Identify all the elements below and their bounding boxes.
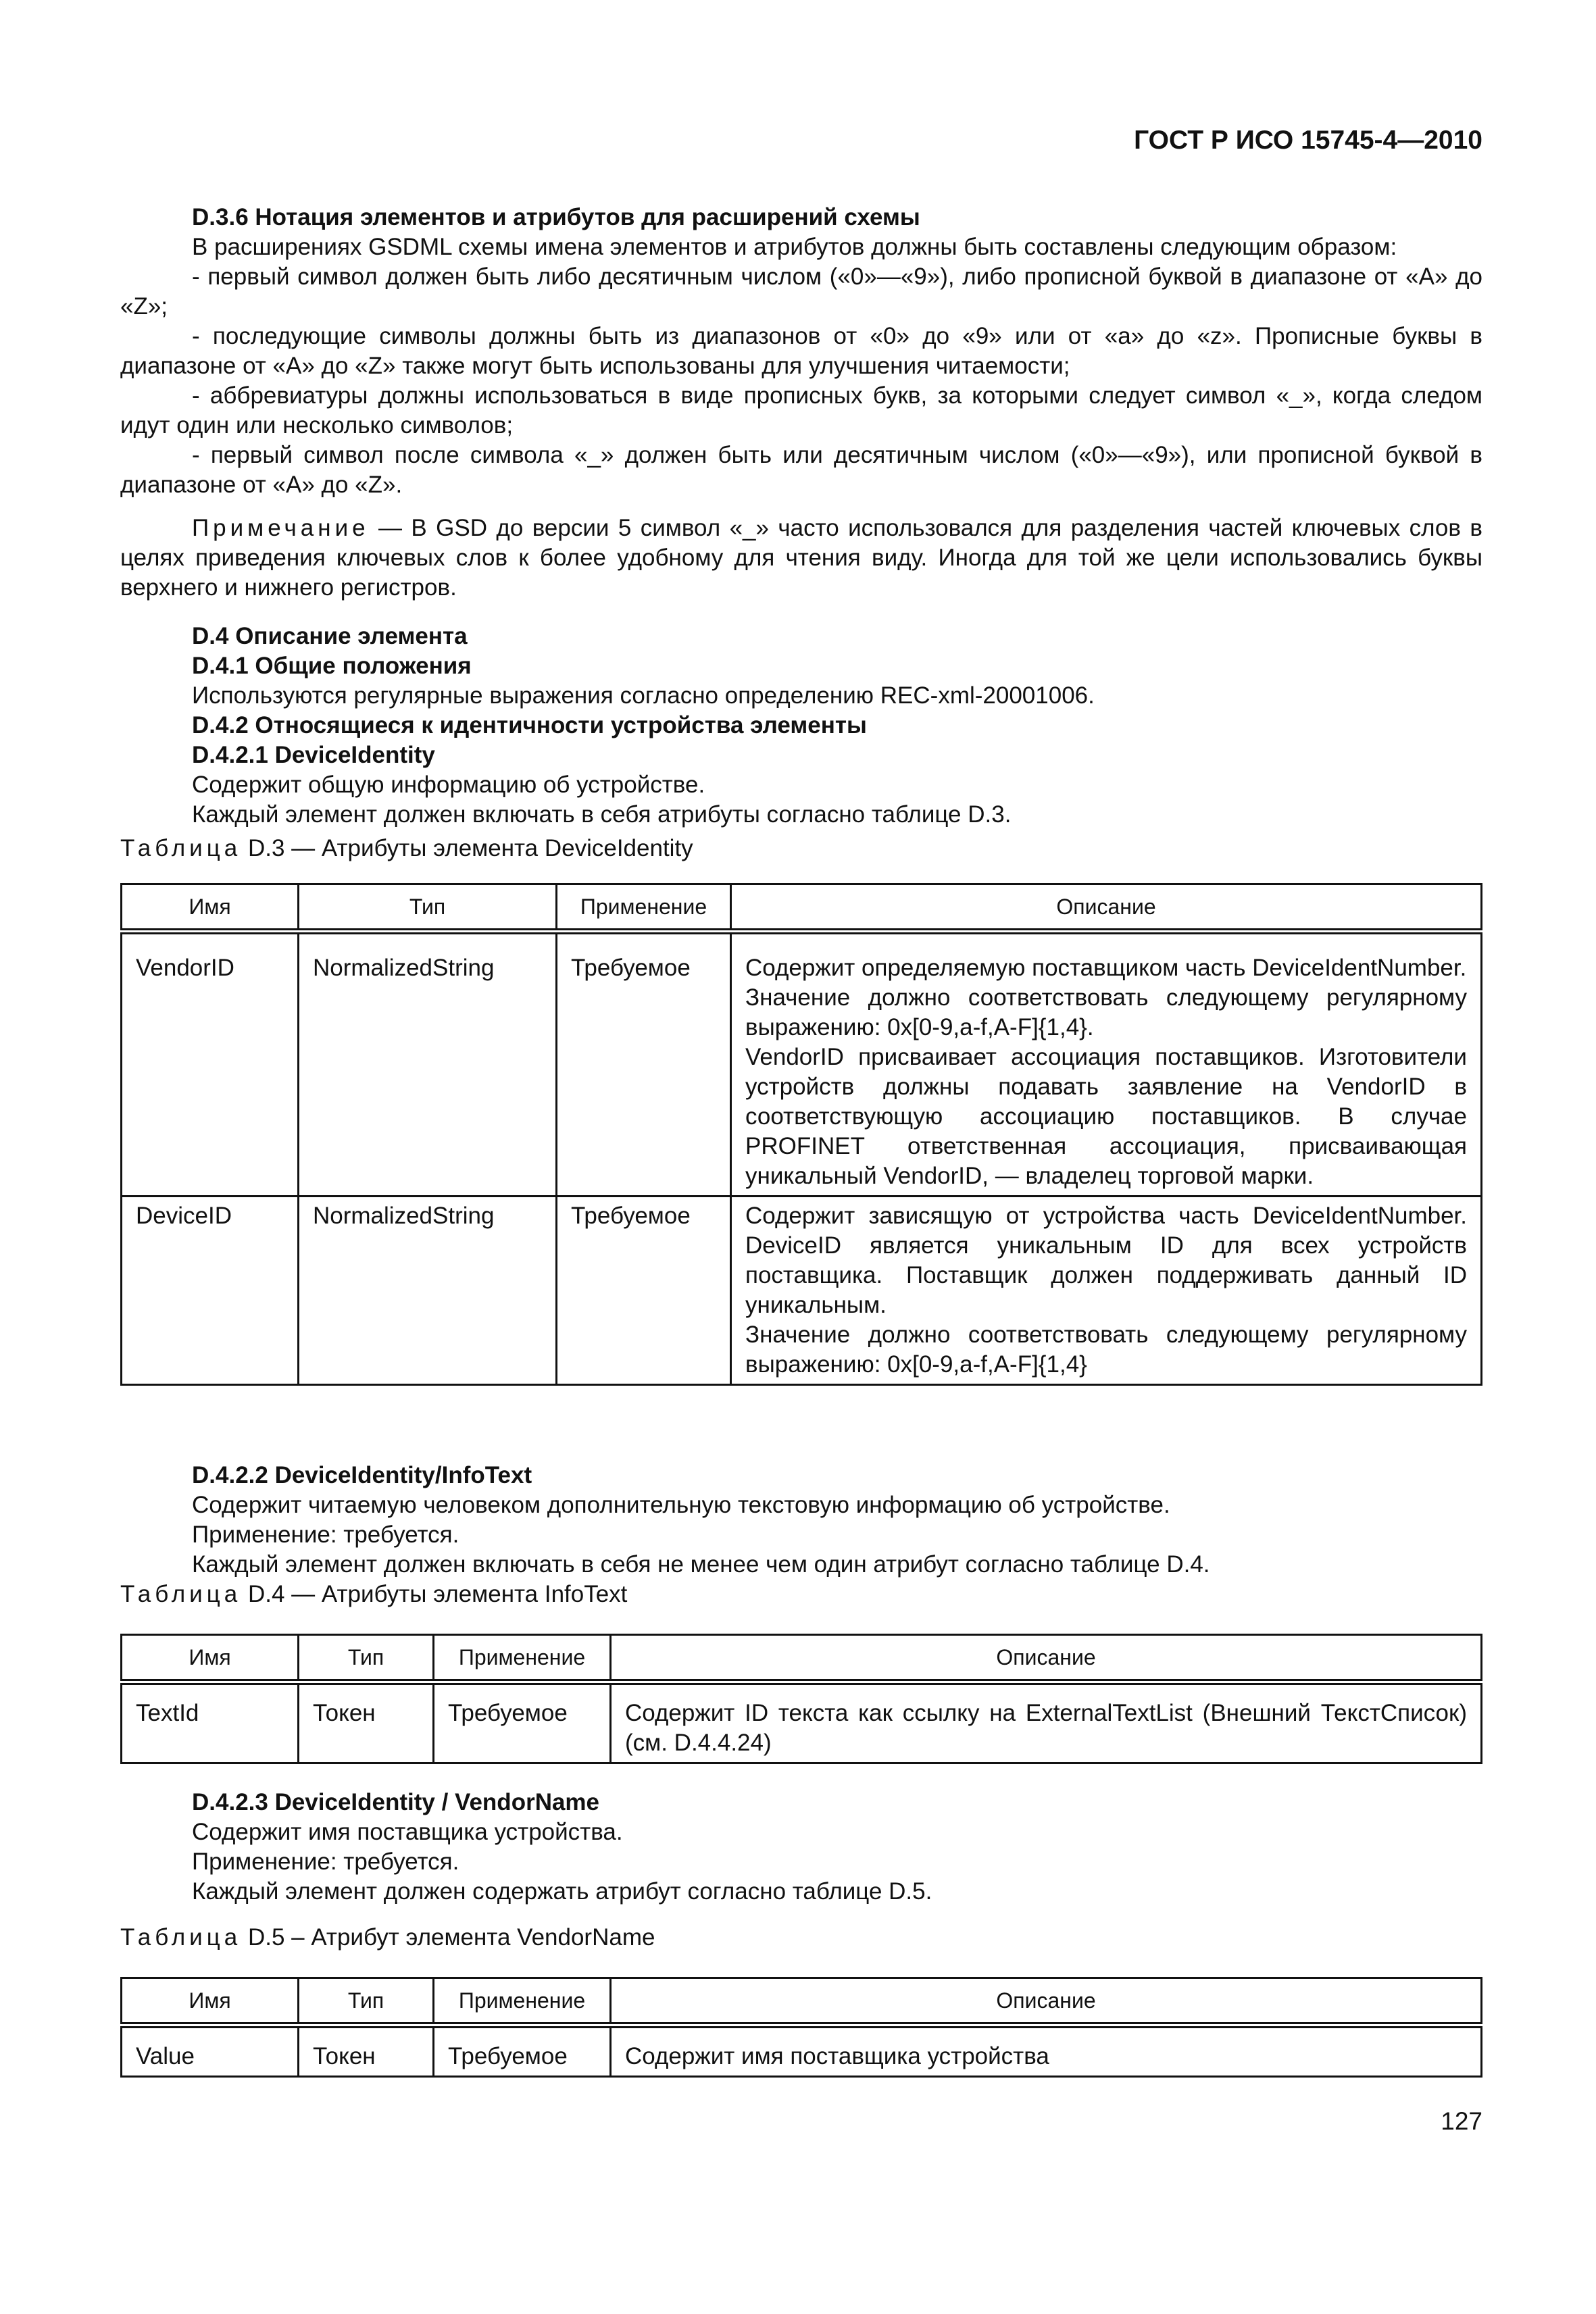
cell-usage: Требуемое (557, 1197, 731, 1385)
caption-label: Таблица (120, 1924, 242, 1951)
caption-text: D.5 – Атрибут элемента VendorName (241, 1924, 655, 1951)
caption-text: D.3 — Атрибуты элемента DeviceIdentity (241, 835, 693, 861)
cell-name: VendorID (122, 932, 299, 1197)
rule-item: - первый символ должен быть либо десятичным числом («0»—«9»), либо прописной буквой в диапазоне от «А» до «Z»; (120, 263, 1482, 320)
section-d423 (120, 1788, 1482, 1953)
column-header: Имя (122, 884, 299, 932)
column-header: Тип (299, 1978, 434, 2026)
cell-type: NormalizedString (299, 932, 557, 1197)
paragraph: Содержит имя поставщика устройства. (192, 1819, 623, 1845)
table-row (122, 1682, 1482, 1763)
table-d3 (120, 883, 1482, 1386)
subsection-heading: D.4.2 Относящиеся к идентичности устройства элементы (192, 712, 867, 738)
caption-label: Таблица (120, 1581, 242, 1607)
section-d36 (120, 203, 1482, 603)
paragraph: Содержит общую информацию об устройстве. (192, 772, 705, 798)
description-line: Значение должно соответствовать следующему регулярному выражению: 0x[0-9,a-f,A-F]{1,4}. (745, 984, 1467, 1040)
description-line: VendorID присваивает ассоциация поставщиков. Изготовители устройств должны подавать заявление на VendorID в соответствующую ассоциацию поставщиков. В случае PROFINET ответственная ассоциация, присваивающая уникальный VendorID, — владелец торговой марки. (745, 1044, 1467, 1189)
note-label: Примечание (192, 515, 370, 541)
subsection-heading: D.4.2.2 DeviceIdentity/InfoText (192, 1462, 532, 1488)
rule-item: - аббревиатуры должны использоваться в виде прописных букв, за которыми следует символ «_», когда следом идут один или несколько символов; (120, 382, 1482, 438)
subsection-heading: D.4.2.3 DeviceIdentity / VendorName (192, 1789, 600, 1815)
table-row (122, 932, 1482, 1197)
cell-description: Содержит ID текста как ссылку на ExternalTextList (Внешний ТекстСписок) (см. D.4.4.24) (611, 1682, 1482, 1763)
subsection-heading: D.4.1 Общие положения (192, 653, 472, 679)
rule-item: - первый символ после символа «_» должен быть или десятичным числом («0»—«9»), или прописной буквой в диапазоне от «А» до «Z». (120, 442, 1482, 498)
paragraph: Применение: требуется. (192, 1521, 459, 1548)
section-d422 (120, 1461, 1482, 1609)
table-caption (120, 1580, 1482, 1609)
paragraph: Каждый элемент должен включать в себя не менее чем один атрибут согласно таблице D.4. (192, 1551, 1210, 1578)
rule-item: - последующие символы должны быть из диапазонов от «0» до «9» или от «а» до «z». Прописные буквы в диапазоне от «А» до «Z» также могут быть использованы для улучшения читаемости; (120, 323, 1482, 379)
cell-usage: Требуемое (557, 932, 731, 1197)
note-text: — В GSD до версии 5 символ «_» часто использовался для разделения частей ключевых слов в целях приведения ключевых слов к более удобному для чтения виду. Иногда для той же цели использовались буквы верхнего и нижнего регистров. (120, 515, 1482, 601)
page-number: 127 (1441, 2107, 1482, 2135)
cell-type: Токен (299, 2026, 434, 2077)
column-header: Описание (611, 1978, 1482, 2026)
column-header: Имя (122, 1978, 299, 2026)
cell-type: NormalizedString (299, 1197, 557, 1385)
table-row (122, 2026, 1482, 2077)
paragraph: В расширениях GSDML схемы имена элементов и атрибутов должны быть составлены следующим образом: (192, 234, 1397, 260)
description-line: Значение должно соответствовать следующему регулярному выражению: 0x[0-9,a-f,A-F]{1,4} (745, 1322, 1467, 1378)
cell-description (731, 1197, 1482, 1385)
table-caption (120, 834, 1482, 863)
section-d4 (120, 622, 1482, 863)
cell-name: TextId (122, 1682, 299, 1763)
table-row (122, 1197, 1482, 1385)
column-header: Тип (299, 1635, 434, 1682)
table-d5 (120, 1977, 1482, 2078)
column-header: Имя (122, 1635, 299, 1682)
note (120, 513, 1482, 603)
description-line: Содержит определяемую поставщиком часть DeviceIdentNumber. (745, 955, 1467, 981)
table-header-row (122, 1978, 1482, 2026)
cell-description (731, 932, 1482, 1197)
cell-name: DeviceID (122, 1197, 299, 1385)
cell-name: Value (122, 2026, 299, 2077)
table-header-row (122, 1635, 1482, 1682)
section-heading: D.4 Описание элемента (192, 623, 468, 649)
caption-label: Таблица (120, 835, 242, 861)
paragraph: Используются регулярные выражения согласно определению REC-xml-20001006. (192, 682, 1095, 709)
column-header: Описание (611, 1635, 1482, 1682)
column-header: Применение (434, 1978, 611, 2026)
cell-usage: Требуемое (434, 1682, 611, 1763)
column-header: Применение (434, 1635, 611, 1682)
paragraph: Применение: требуется. (192, 1848, 459, 1875)
column-header: Описание (731, 884, 1482, 932)
table-header-row (122, 884, 1482, 932)
paragraph: Содержит читаемую человеком дополнительную текстовую информацию об устройстве. (192, 1492, 1170, 1518)
description-line: Содержит зависящую от устройства часть DeviceIdentNumber. DeviceID является уникальным ID для всех устройств поставщика. Поставщик должен поддерживать данный ID уникальным. (745, 1203, 1467, 1318)
paragraph: Каждый элемент должен включать в себя атрибуты согласно таблице D.3. (192, 801, 1012, 828)
cell-description: Содержит имя поставщика устройства (611, 2026, 1482, 2077)
cell-type: Токен (299, 1682, 434, 1763)
column-header: Применение (557, 884, 731, 932)
section-heading: D.3.6 Нотация элементов и атрибутов для расширений схемы (192, 204, 920, 230)
paragraph: Каждый элемент должен содержать атрибут согласно таблице D.5. (192, 1878, 932, 1905)
table-caption (120, 1923, 1482, 1953)
caption-text: D.4 — Атрибуты элемента InfoText (241, 1581, 628, 1607)
cell-usage: Требуемое (434, 2026, 611, 2077)
column-header: Тип (299, 884, 557, 932)
document-code-header: ГОСТ Р ИСО 15745-4—2010 (1134, 126, 1482, 155)
table-d4 (120, 1634, 1482, 1764)
subsection-heading: D.4.2.1 DeviceIdentity (192, 742, 435, 768)
